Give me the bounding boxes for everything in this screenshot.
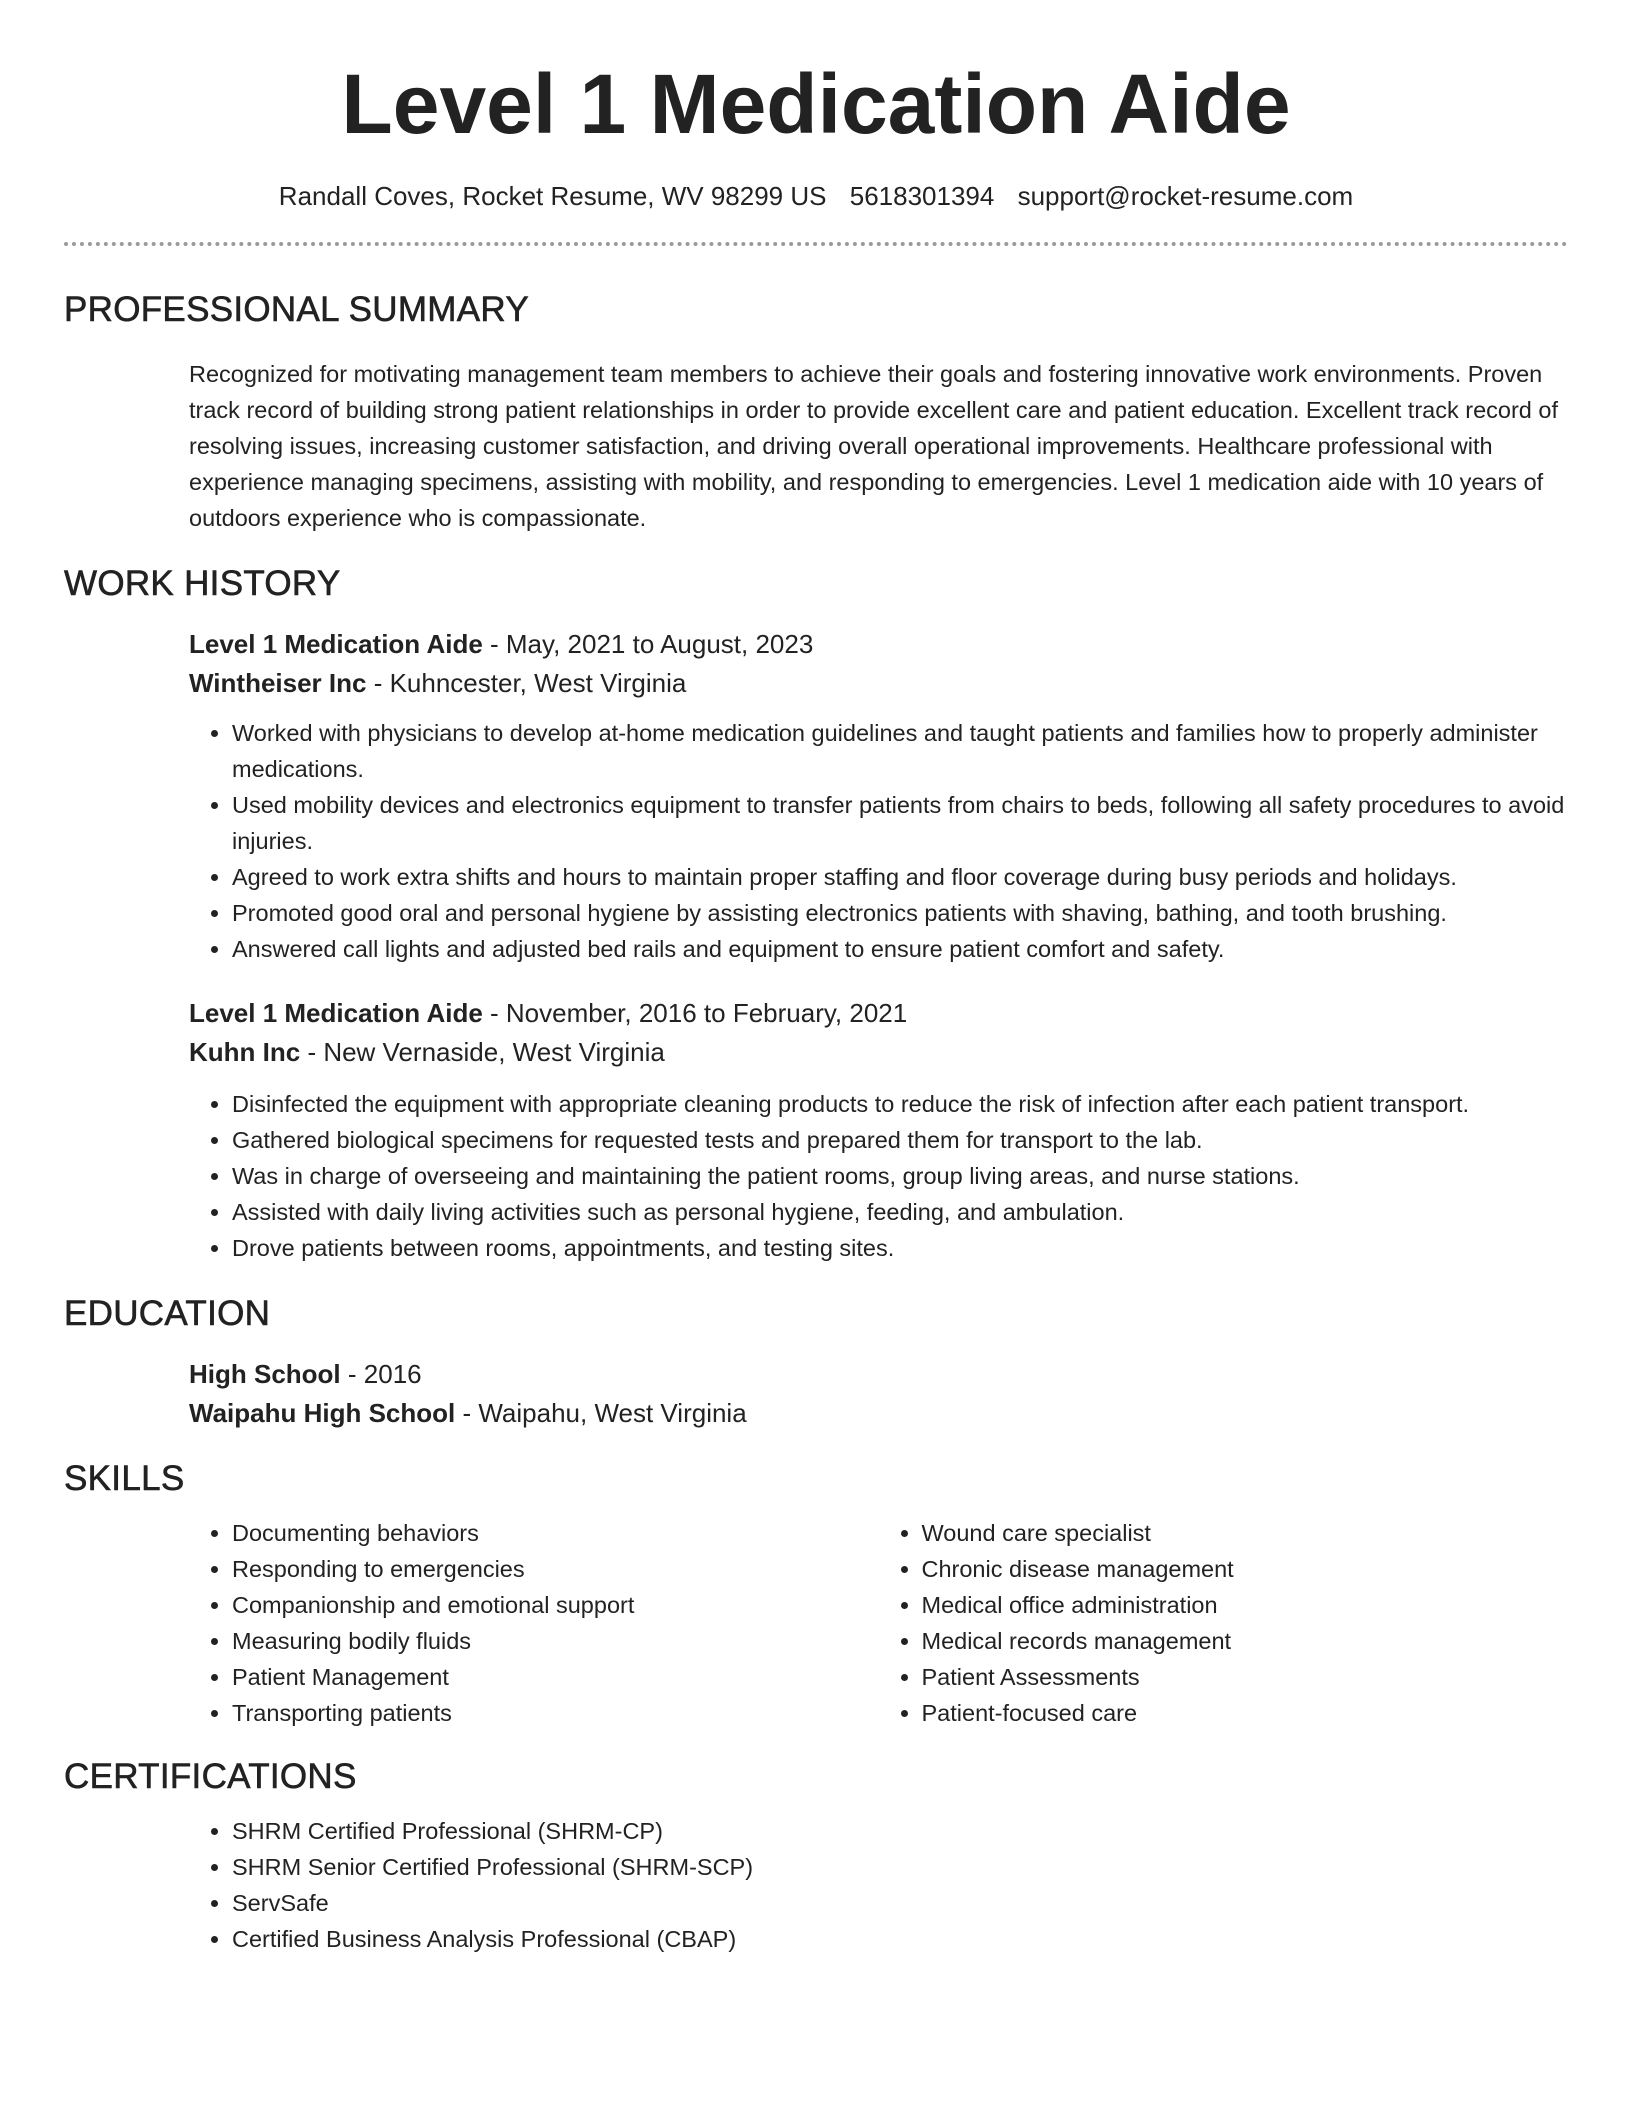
list-item: • Medical office administration <box>922 1587 1569 1623</box>
education-year: - 2016 <box>340 1359 422 1389</box>
list-item: • Certified Business Analysis Professional (CBAP) <box>232 1921 1568 1957</box>
list-item: • Medical records management <box>922 1623 1569 1659</box>
job-entry <box>189 625 1568 967</box>
certifications-section <box>64 1755 1568 1957</box>
list-item: • Companionship and emotional support <box>232 1587 879 1623</box>
job-bullets <box>189 715 1568 967</box>
list-item: • Patient Management <box>232 1659 879 1695</box>
list-item: • Wound care specialist <box>922 1515 1569 1551</box>
job-location: - New Vernaside, West Virginia <box>300 1037 665 1067</box>
resume-name: Level 1 Medication Aide <box>341 57 1291 151</box>
education-school: Waipahu High School <box>189 1398 456 1428</box>
skills-list-left <box>189 1515 879 1731</box>
job-company: Kuhn Inc <box>189 1037 301 1067</box>
list-item: • Answered call lights and adjusted bed rails and equipment to ensure patient comfort and safety. <box>232 931 1568 967</box>
education-section <box>64 1292 1568 1433</box>
job-dates: - May, 2021 to August, 2023 <box>482 629 814 659</box>
skills-grid <box>189 1515 1568 1731</box>
job-role: Level 1 Medication Aide <box>189 998 483 1028</box>
header-divider <box>64 242 1568 246</box>
job-company: Wintheiser Inc <box>189 668 367 698</box>
list-item: • Chronic disease management <box>922 1551 1569 1587</box>
list-item: • Used mobility devices and electronics equipment to transfer patients from chairs to beds, following all safety procedures to avoid injuries. <box>232 787 1568 859</box>
list-item: • Patient Assessments <box>922 1659 1569 1695</box>
education-title: EDUCATION <box>64 1294 271 1333</box>
summary-title: PROFESSIONAL SUMMARY <box>64 290 529 329</box>
certifications-list <box>189 1813 1568 1957</box>
certifications-title: CERTIFICATIONS <box>64 1757 357 1796</box>
list-item: • Assisted with daily living activities such as personal hygiene, feeding, and ambulation. <box>232 1194 1568 1230</box>
education-location: - Waipahu, West Virginia <box>455 1398 747 1428</box>
contact-address: Randall Coves, Rocket Resume, WV 98299 US <box>278 181 827 211</box>
summary-text: Recognized for motivating management team members to achieve their goals and fostering innovative work environments. Proven track record of building strong patient relationships in order to provide excellent care and patient education. Excellent track record of resolving issues, increasing customer satisfaction, and driving overall operational improvements. Healthcare professional with experience managing specimens, assisting with mobility, and responding to emergencies. Level 1 medication aide with 10 years of outdoors experience who is compassionate. <box>189 361 1558 531</box>
list-item: • ServSafe <box>232 1885 1568 1921</box>
contact-line <box>0 180 1632 212</box>
job-entry <box>189 994 1568 1266</box>
list-item: • Transporting patients <box>232 1695 879 1731</box>
job-dates: - November, 2016 to February, 2021 <box>482 998 908 1028</box>
job-bullets <box>189 1086 1568 1266</box>
work-title: WORK HISTORY <box>64 564 341 603</box>
list-item: • Patient-focused care <box>922 1695 1569 1731</box>
job-company-line <box>189 664 1568 703</box>
job-role-line <box>189 625 1568 664</box>
education-degree: High School <box>189 1359 341 1389</box>
job-location: - Kuhncester, West Virginia <box>366 668 687 698</box>
job-role-line <box>189 994 1568 1033</box>
contact-email: support@rocket-resume.com <box>1017 181 1354 211</box>
job-role: Level 1 Medication Aide <box>189 629 483 659</box>
education-school-line <box>189 1394 1568 1433</box>
job-company-line <box>189 1033 1568 1072</box>
work-section <box>64 562 1568 1266</box>
list-item: • SHRM Senior Certified Professional (SHRM-SCP) <box>232 1849 1568 1885</box>
list-item: • Worked with physicians to develop at-home medication guidelines and taught patients and families how to properly administer medications. <box>232 715 1568 787</box>
education-degree-line <box>189 1355 1568 1394</box>
list-item: • Disinfected the equipment with appropriate cleaning products to reduce the risk of infection after each patient transport. <box>232 1086 1568 1122</box>
list-item: • Drove patients between rooms, appointments, and testing sites. <box>232 1230 1568 1266</box>
list-item: • Was in charge of overseeing and maintaining the patient rooms, group living areas, and nurse stations. <box>232 1158 1568 1194</box>
list-item: • SHRM Certified Professional (SHRM-CP) <box>232 1813 1568 1849</box>
list-item: • Documenting behaviors <box>232 1515 879 1551</box>
skills-list-right <box>879 1515 1569 1731</box>
list-item: • Agreed to work extra shifts and hours to maintain proper staffing and floor coverage during busy periods and holidays. <box>232 859 1568 895</box>
list-item: • Measuring bodily fluids <box>232 1623 879 1659</box>
list-item: • Gathered biological specimens for requested tests and prepared them for transport to the lab. <box>232 1122 1568 1158</box>
contact-phone: 5618301394 <box>849 181 995 211</box>
skills-section <box>64 1457 1568 1731</box>
skills-title: SKILLS <box>64 1459 185 1498</box>
list-item: • Responding to emergencies <box>232 1551 879 1587</box>
list-item: • Promoted good oral and personal hygiene by assisting electronics patients with shaving, bathing, and tooth brushing. <box>232 895 1568 931</box>
summary-section <box>64 288 1568 536</box>
